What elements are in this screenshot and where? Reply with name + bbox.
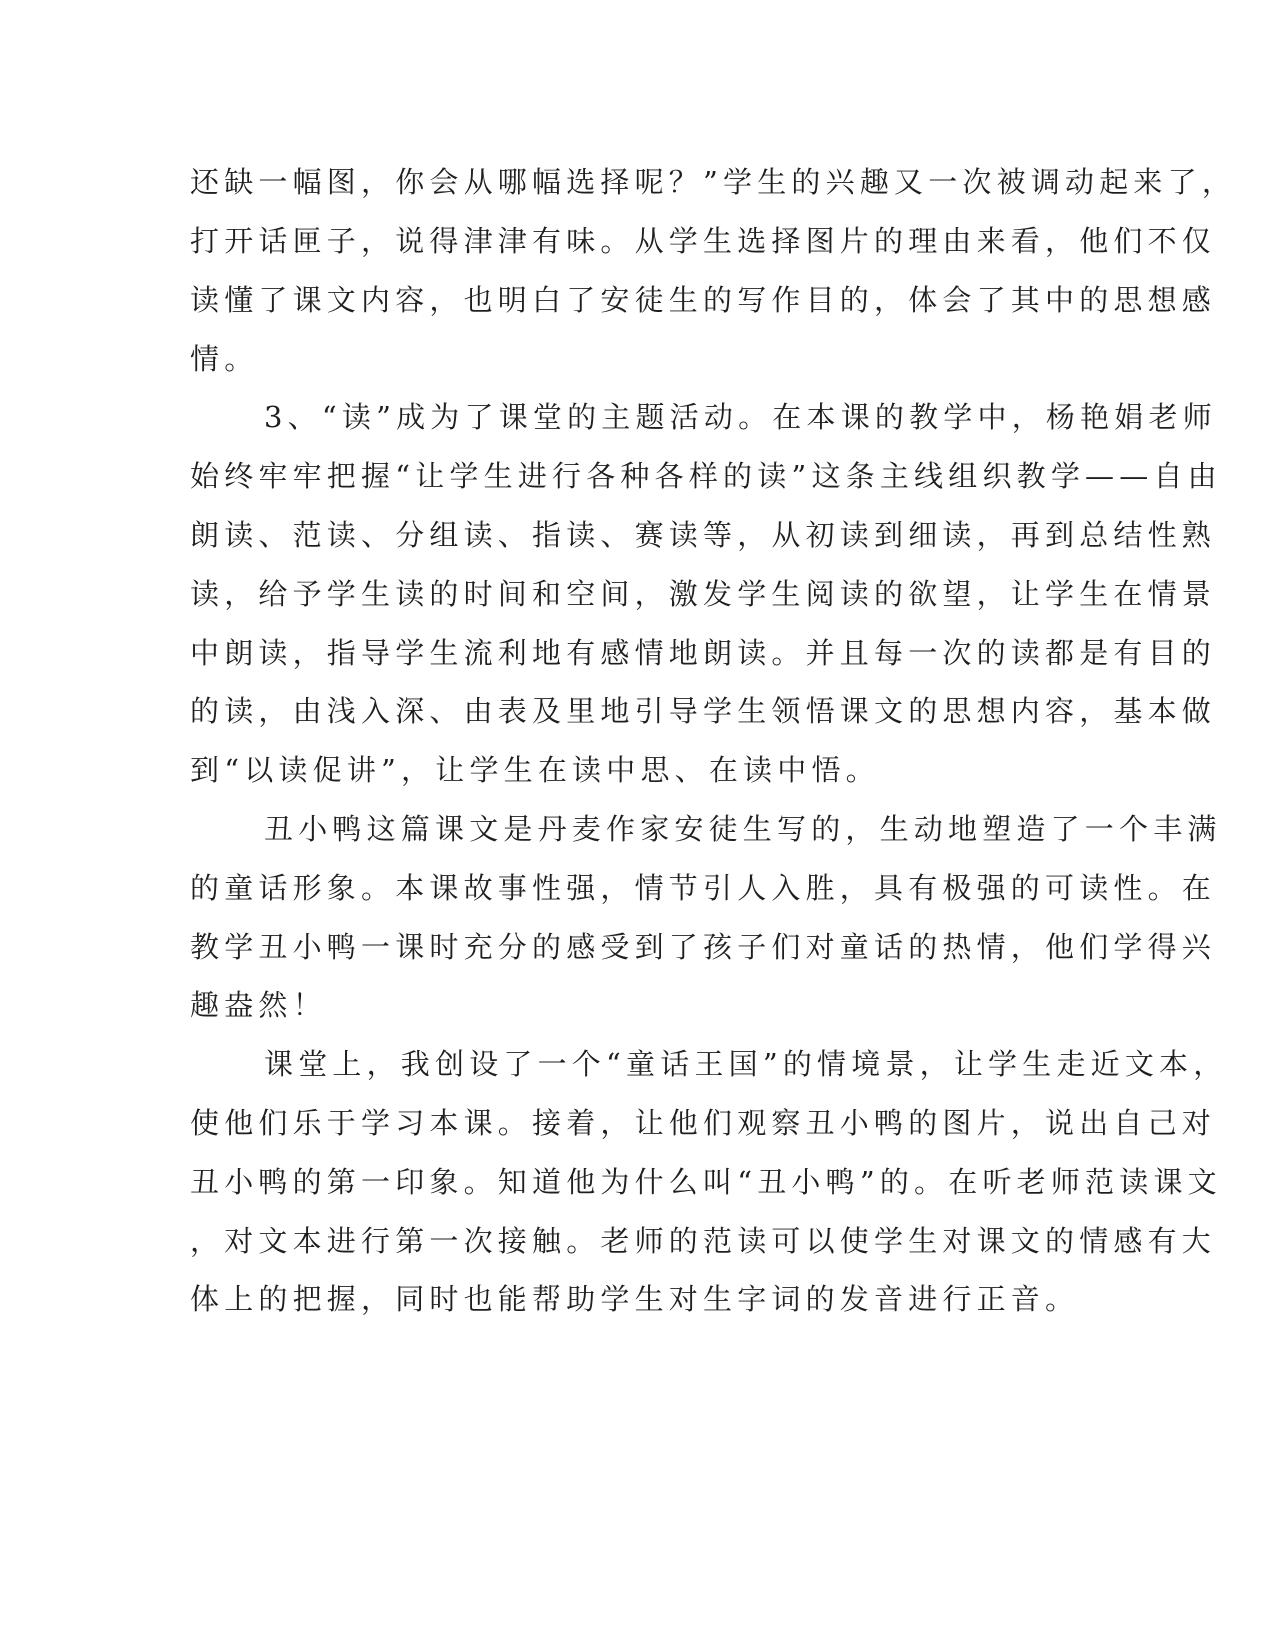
text-line: 朗读、范读、分组读、指读、赛读等，从初读到细读，再到总结性熟	[190, 518, 1217, 552]
text-line: 的童话形象。本课故事性强，情节引人入胜，具有极强的可读性。在	[190, 871, 1217, 905]
text-line: 读懂了课文内容，也明白了安徒生的写作目的，体会了其中的思想感	[190, 283, 1217, 317]
text-line: 情。	[190, 342, 259, 376]
text-line: 到“以读促讲”，让学生在读中思、在读中悟。	[190, 753, 880, 787]
text-line: 读，给予学生读的时间和空间，激发学生阅读的欲望，让学生在情景	[190, 577, 1217, 611]
paragraph-classroom-start: 课堂上，我创设了一个“童话王国”的情境景，让学生走近文本，	[264, 1047, 1228, 1081]
text-line: 丑小鸭的第一印象。知道他为什么叫“丑小鸭”的。在听老师范读课文	[190, 1165, 1222, 1199]
text-line: 使他们乐于学习本课。接着，让他们观察丑小鸭的图片，说出自己对	[190, 1106, 1217, 1140]
text-line: 中朗读，指导学生流利地有感情地朗读。并且每一次的读都是有目的	[190, 636, 1217, 670]
text-line: 趣盎然！	[190, 988, 327, 1022]
text-line: 打开话匣子，说得津津有味。从学生选择图片的理由来看，他们不仅	[190, 224, 1217, 258]
text-line: 教学丑小鸭一课时充分的感受到了孩子们对童话的热情，他们学得兴	[190, 930, 1217, 964]
paragraph-3-start: 3、“读”成为了课堂的主题活动。在本课的教学中，杨艳娟老师	[264, 400, 1217, 434]
paragraph-ugly-duckling-start: 丑小鸭这篇课文是丹麦作家安徒生写的，生动地塑造了一个丰满	[264, 812, 1222, 846]
text-line: 还缺一幅图，你会从哪幅选择呢？”学生的兴趣又一次被调动起来了，	[190, 165, 1237, 199]
text-line: ，对文本进行第一次接触。老师的范读可以使学生对课文的情感有大	[190, 1224, 1217, 1258]
text-line: 体上的把握，同时也能帮助学生对生字词的发音进行正音。	[190, 1282, 1080, 1316]
text-line: 始终牢牢把握“让学生进行各种各样的读”这条主线组织教学——自由	[190, 459, 1222, 493]
text-line: 的读，由浅入深、由表及里地引导学生领悟课文的思想内容，基本做	[190, 694, 1217, 728]
